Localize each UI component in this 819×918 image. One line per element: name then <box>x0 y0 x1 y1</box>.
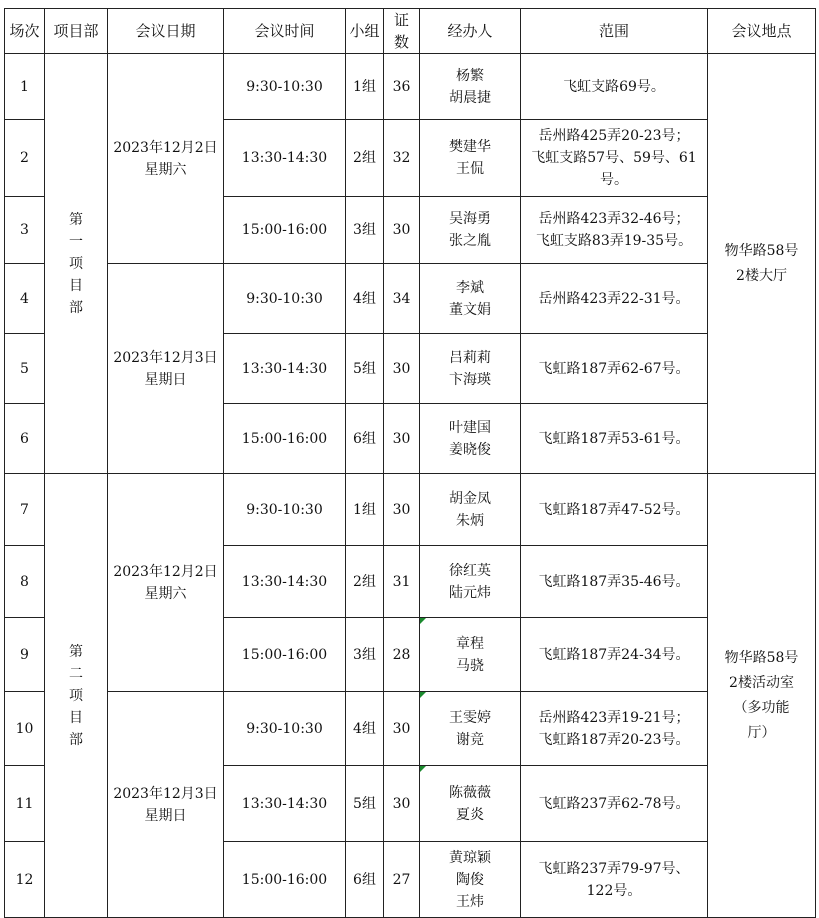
range-line: 飞虹路187弄35-46号。 <box>538 573 690 590</box>
group-cell: 1组 <box>346 54 384 120</box>
manager-name: 王雯婷 <box>449 709 491 726</box>
time-cell: 13:30-14:30 <box>224 334 346 404</box>
range-line: 飞虹路187弄20-23号。 <box>538 731 690 748</box>
range-line: 飞虹支路83弄19-35号。 <box>535 233 693 249</box>
manager-cell <box>420 474 521 546</box>
session-number: 9 <box>5 618 45 692</box>
weekday-text: 星期日 <box>144 371 187 388</box>
venue-line: 2楼活动室 <box>729 674 794 691</box>
range-cell <box>521 474 708 546</box>
group-cell: 2组 <box>346 546 384 618</box>
table-row <box>5 54 816 120</box>
group-cell: 4组 <box>346 692 384 766</box>
manager-cell <box>420 120 521 197</box>
table-row <box>5 474 816 546</box>
time-cell: 15:00-16:00 <box>224 842 346 918</box>
manager-cell <box>420 692 521 766</box>
manager-cell <box>420 264 521 334</box>
header-venue: 会议地点 <box>708 9 816 54</box>
date-text: 2023年12月2日 <box>113 139 218 156</box>
project-label-char: 目 <box>69 277 83 294</box>
time-cell: 15:00-16:00 <box>224 404 346 474</box>
manager-name: 朱炳 <box>456 512 484 529</box>
project-label-char: 第 <box>69 643 83 660</box>
header-group: 小组 <box>346 9 384 54</box>
count-cell: 28 <box>384 618 420 692</box>
count-cell: 32 <box>384 120 420 197</box>
manager-cell <box>420 618 521 692</box>
group-cell: 3组 <box>346 618 384 692</box>
session-number: 6 <box>5 404 45 474</box>
group-cell: 4组 <box>346 264 384 334</box>
range-line: 岳州路423弄32-46号； <box>538 211 690 227</box>
range-line: 岳州路425弄20-23号； <box>538 128 690 144</box>
range-cell <box>521 842 708 918</box>
count-cell: 34 <box>384 264 420 334</box>
range-line: 飞虹路237弄79-97号、 <box>538 860 690 877</box>
table-row <box>5 692 816 766</box>
manager-name: 姜晓俊 <box>449 441 491 458</box>
manager-name: 陆元炜 <box>449 584 491 601</box>
manager-cell <box>420 766 521 842</box>
count-cell: 30 <box>384 766 420 842</box>
session-number: 10 <box>5 692 45 766</box>
manager-cell <box>420 842 521 918</box>
count-cell: 27 <box>384 842 420 918</box>
session-number: 12 <box>5 842 45 918</box>
group-cell: 6组 <box>346 404 384 474</box>
table-row <box>5 264 816 334</box>
project-label-char: 项 <box>69 687 83 704</box>
project-cell <box>45 54 108 474</box>
range-line: 122号。 <box>586 882 642 899</box>
group-cell: 5组 <box>346 334 384 404</box>
range-cell <box>521 692 708 766</box>
range-line: 岳州路423弄22-31号。 <box>538 290 690 307</box>
project-label-char: 项 <box>69 255 83 272</box>
time-cell: 13:30-14:30 <box>224 120 346 197</box>
manager-name: 卞海瑛 <box>449 371 491 388</box>
count-cell: 31 <box>384 546 420 618</box>
session-number: 7 <box>5 474 45 546</box>
range-line: 飞虹路237弄62-78号。 <box>538 795 690 812</box>
range-cell <box>521 120 708 197</box>
manager-name: 叶建国 <box>449 419 491 436</box>
project-label-char: 部 <box>69 299 83 316</box>
count-cell: 30 <box>384 334 420 404</box>
manager-name: 张之胤 <box>449 233 491 249</box>
manager-name: 樊建华 <box>449 139 491 155</box>
range-cell <box>521 334 708 404</box>
range-cell <box>521 546 708 618</box>
project-label-char: 二 <box>69 665 83 682</box>
venue-line: 2楼大厅 <box>736 267 787 284</box>
date-cell <box>108 692 224 918</box>
range-line: 飞虹路187弄47-52号。 <box>538 501 690 518</box>
range-cell <box>521 197 708 264</box>
header-session: 场次 <box>5 9 45 54</box>
date-text: 2023年12月3日 <box>113 349 218 366</box>
venue-cell <box>708 474 816 918</box>
header-count: 证数 <box>384 9 420 54</box>
manager-name: 夏炎 <box>456 806 484 823</box>
manager-name: 徐红英 <box>449 562 491 579</box>
session-number: 5 <box>5 334 45 404</box>
count-cell: 30 <box>384 404 420 474</box>
time-cell: 15:00-16:00 <box>224 618 346 692</box>
session-number: 1 <box>5 54 45 120</box>
time-cell: 13:30-14:30 <box>224 546 346 618</box>
meeting-schedule-table <box>4 8 816 918</box>
manager-name: 王侃 <box>456 161 484 177</box>
project-label-char: 一 <box>69 233 83 250</box>
manager-name: 吕莉莉 <box>449 349 491 366</box>
session-number: 8 <box>5 546 45 618</box>
manager-cell <box>420 546 521 618</box>
range-line: 岳州路423弄19-21号； <box>538 709 690 726</box>
count-cell: 36 <box>384 54 420 120</box>
time-cell: 9:30-10:30 <box>224 474 346 546</box>
project-label-char: 部 <box>69 731 83 748</box>
group-cell: 2组 <box>346 120 384 197</box>
range-cell <box>521 264 708 334</box>
manager-name: 董文娟 <box>449 301 491 318</box>
weekday-text: 星期六 <box>144 161 187 178</box>
header-date: 会议日期 <box>108 9 224 54</box>
manager-cell <box>420 197 521 264</box>
header-time: 会议时间 <box>224 9 346 54</box>
venue-cell <box>708 54 816 474</box>
time-cell: 9:30-10:30 <box>224 264 346 334</box>
manager-name: 胡晨捷 <box>449 89 491 106</box>
manager-cell <box>420 404 521 474</box>
date-cell <box>108 474 224 692</box>
header-project: 项目部 <box>45 9 108 54</box>
range-line: 飞虹支路69号。 <box>563 78 665 95</box>
range-cell <box>521 766 708 842</box>
weekday-text: 星期六 <box>144 585 187 602</box>
venue-line: 物华路58号 <box>724 649 799 666</box>
time-cell: 9:30-10:30 <box>224 54 346 120</box>
range-cell <box>521 54 708 120</box>
manager-cell <box>420 54 521 120</box>
manager-name: 陈薇薇 <box>449 784 491 801</box>
time-cell: 9:30-10:30 <box>224 692 346 766</box>
time-cell: 13:30-14:30 <box>224 766 346 842</box>
project-label-char: 目 <box>69 709 83 726</box>
group-cell: 3组 <box>346 197 384 264</box>
group-cell: 5组 <box>346 766 384 842</box>
manager-name: 陶俊 <box>456 871 484 888</box>
weekday-text: 星期日 <box>144 807 187 824</box>
venue-line: 厅） <box>747 724 776 741</box>
session-number: 4 <box>5 264 45 334</box>
manager-name: 杨繁 <box>456 67 484 84</box>
range-line: 号。 <box>600 172 628 188</box>
project-cell <box>45 474 108 918</box>
date-cell <box>108 264 224 474</box>
range-line: 飞虹路187弄62-67号。 <box>538 360 690 377</box>
manager-name: 马骁 <box>456 657 484 674</box>
time-cell: 15:00-16:00 <box>224 197 346 264</box>
manager-name: 章程 <box>456 635 484 652</box>
manager-name: 王炜 <box>456 893 484 910</box>
manager-cell <box>420 334 521 404</box>
header-row <box>5 9 816 54</box>
range-cell <box>521 618 708 692</box>
manager-name: 胡金凤 <box>449 490 491 507</box>
header-manager: 经办人 <box>420 9 521 54</box>
group-cell: 1组 <box>346 474 384 546</box>
project-label-char: 第 <box>69 211 83 228</box>
venue-line: 物华路58号 <box>724 242 799 259</box>
session-number: 11 <box>5 766 45 842</box>
date-text: 2023年12月2日 <box>113 563 218 580</box>
date-text: 2023年12月3日 <box>113 785 218 802</box>
count-cell: 30 <box>384 197 420 264</box>
manager-name: 谢竞 <box>456 731 484 748</box>
range-cell <box>521 404 708 474</box>
session-number: 2 <box>5 120 45 197</box>
range-line: 飞虹支路57号、59号、61 <box>531 150 697 166</box>
count-cell: 30 <box>384 692 420 766</box>
header-range: 范围 <box>521 9 708 54</box>
count-cell: 30 <box>384 474 420 546</box>
manager-name: 李斌 <box>456 279 484 296</box>
venue-line: （多功能 <box>733 699 790 716</box>
manager-name: 吴海勇 <box>449 211 491 227</box>
manager-name: 黄琼颖 <box>449 849 491 866</box>
range-line: 飞虹路187弄53-61号。 <box>538 430 690 447</box>
session-number: 3 <box>5 197 45 264</box>
date-cell <box>108 54 224 264</box>
group-cell: 6组 <box>346 842 384 918</box>
range-line: 飞虹路187弄24-34号。 <box>538 646 690 663</box>
